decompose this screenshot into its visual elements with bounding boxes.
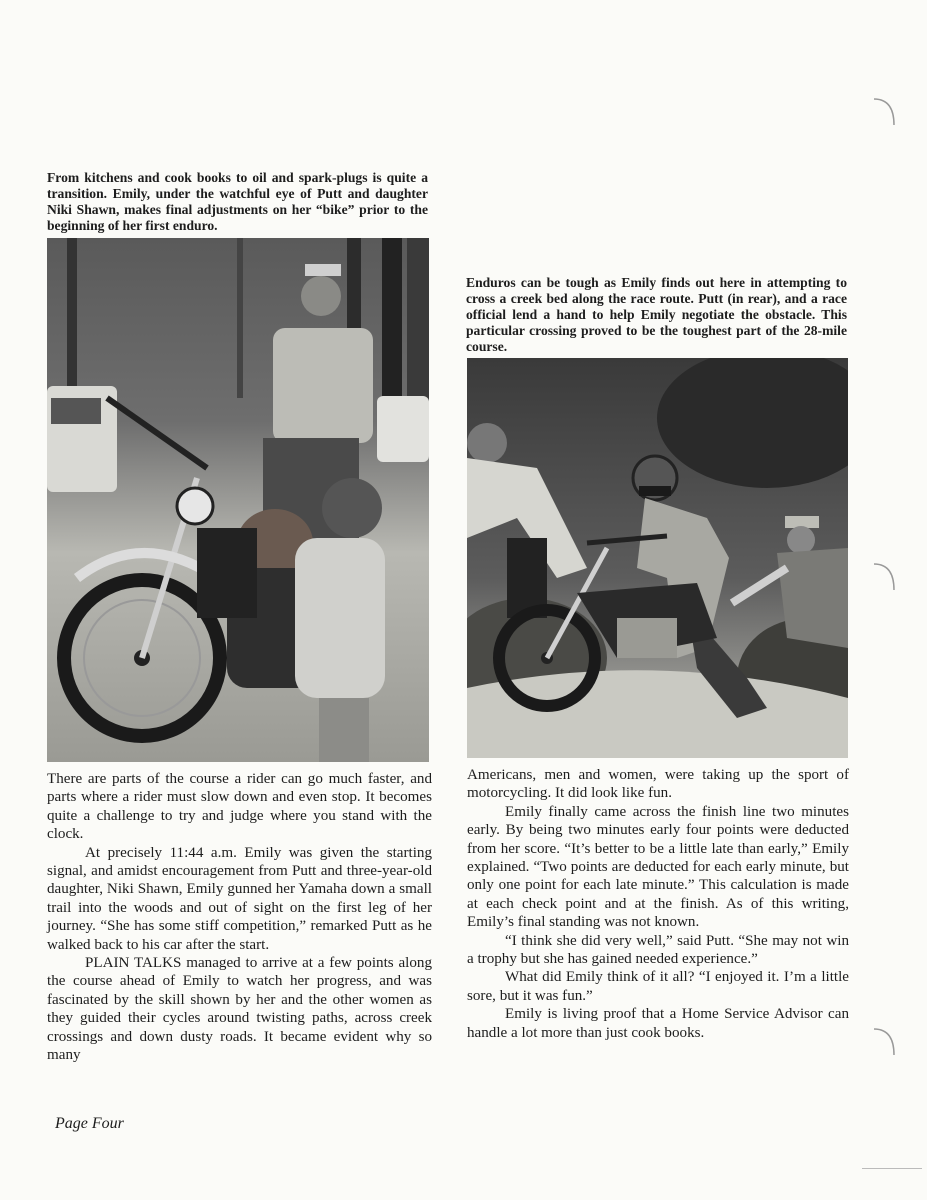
paragraph: What did Emily think of it all? “I enjoyed it. I’m a little sore, but it was fun.”: [467, 969, 849, 1004]
paragraph: Emily finally came across the finish line two minutes early. By being two minutes early four points were deducted from her score. “It’s better to be a little late than early,” Emily explained. “Two points are deducted for each early minute, but only one point for each late minute.” This calculation is made at each check point and at the finish. As of this writing, Emily’s final standing was not known.: [467, 803, 849, 931]
paragraph: At precisely 11:44 a.m. Emily was given the starting signal, and amidst encouragement from Putt and three-year-old daughter, Niki Shawn, Emily gunned her Yamaha down a small trail into the woods and out of sight on the first leg of her journey. “She has some stiff competition,” remarked Putt as he walked back to his car after the start.: [47, 844, 432, 953]
photo-caption-left: From kitchens and cook books to oil and spark-plugs is quite a transition. Emily, under the watchful eye of Putt and daughter Niki Shawn, makes final adjustments on her “bike” prior to the beginning of her first enduro.: [47, 170, 428, 233]
article-column-right: [467, 766, 849, 1042]
photo-creek-crossing: [467, 358, 848, 758]
paragraph: “I think she did very well,” said Putt. “She may not win a trophy but she has gained needed experience.”: [467, 932, 849, 968]
article-column-left: [47, 770, 432, 1065]
photo-caption-right: Enduros can be tough as Emily finds out here in attempting to cross a creek bed along the race route. Putt (in rear), and a race official lend a hand to help Emily negotiate the obstacle. This particular crossing proved to be the toughest part of the 28-mile course.: [466, 275, 847, 354]
punch-hole-mark-bottom: [872, 1025, 898, 1059]
punch-hole-mark-top: [872, 95, 898, 129]
paragraph: PLAIN TALKS managed to arrive at a few points along the course ahead of Emily to watch her progress, and was fascinated by the skill shown by her and the other women as they guided their cycles around twisting paths, across creek crossings and down dusty roads. It became evident why so many: [47, 955, 432, 1064]
page-number: Page Four: [55, 1115, 124, 1132]
corner-rule-line: [862, 1168, 922, 1169]
punch-hole-mark-middle: [872, 560, 898, 594]
paragraph: Americans, men and women, were taking up the sport of motorcycling. It did look like fun.: [467, 767, 849, 802]
paragraph: There are parts of the course a rider can go much faster, and parts where a rider must slow down and even stop. It becomes quite a challenge to try and judge where you stand with the clock.: [47, 771, 432, 843]
photo-bike-adjustment: [47, 238, 429, 762]
paragraph: Emily is living proof that a Home Service Advisor can handle a lot more than just cook books.: [467, 1006, 849, 1041]
